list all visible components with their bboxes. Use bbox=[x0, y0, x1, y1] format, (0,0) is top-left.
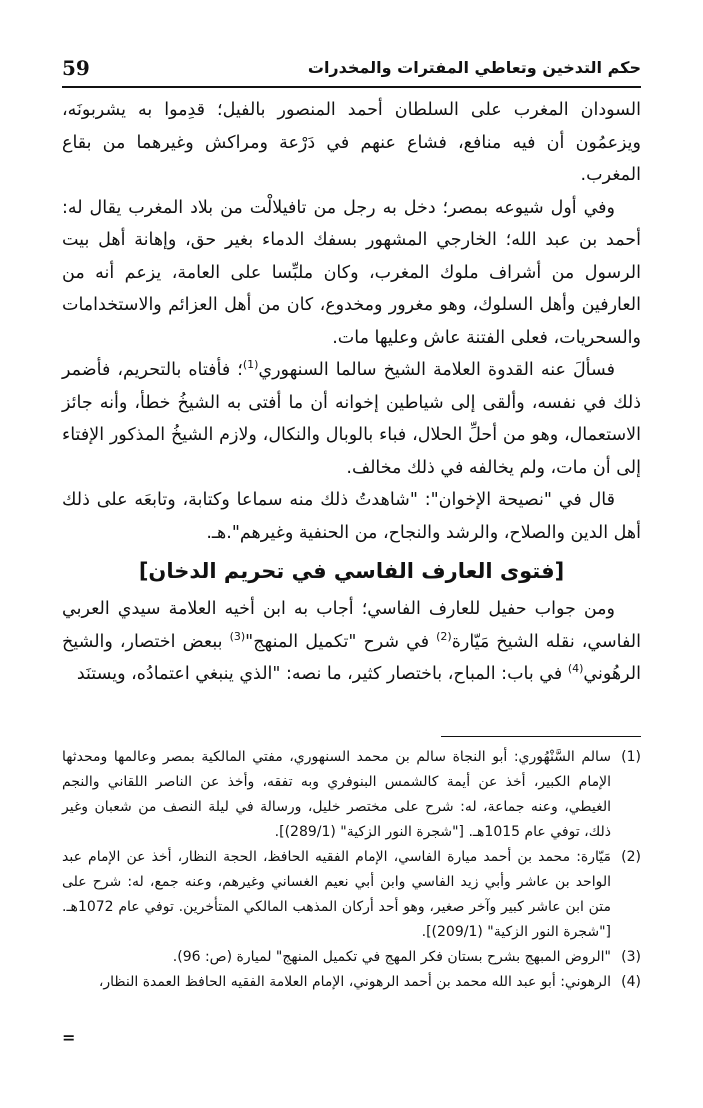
paragraph bbox=[62, 593, 641, 691]
paragraph-text: ومن جواب حفيل للعارف الفاسي؛ أجاب به ابن أخيه العلامة سيدي العربي الفاسي، نقله الشيخ مَيّارة bbox=[62, 599, 642, 652]
paragraph: قال في "نصيحة الإخوان": "شاهدتُ ذلك منه سماعا وكتابة، وتابعَه على ذلك أهل الدين والصلاح، والرشد والنجاح، من الحنفية وغيرهم".هـ. bbox=[62, 490, 641, 543]
footnote-separator bbox=[441, 736, 641, 737]
footnote-reference: (4) bbox=[567, 662, 584, 676]
paragraph-text: في باب: المباح، باختصار كثير، ما نصه: "الذي ينبغي اعتمادُه، ويستنَد bbox=[76, 664, 568, 684]
footnote-text: الرهوني: أبو عبد الله محمد بن أحمد الرهوني، الإمام العلامة الفقيه الحافظ العمدة النظار، bbox=[98, 974, 611, 990]
footnote bbox=[62, 945, 641, 970]
paragraph-text: في شرح "تكميل المنهج" bbox=[245, 631, 437, 652]
paragraph-text: ؛ فأفتاه بالتحريم، فأضمر ذلك في نفسه، وألقى إلى شياطين إخوانه أن ما أفتى به الشيخُ خطأ، وأنه جائز الاستعمال، وهو من أحلِّ الحلال، فباء بالوبال والنكال، ولازم الشيخُ المذكور الإفتاء إلى أن مات، ولم يخالفه في ذلك مخالف. bbox=[62, 360, 641, 478]
footnote-number: (3) bbox=[621, 949, 641, 965]
page-number: 59 bbox=[62, 56, 90, 80]
paragraph bbox=[62, 354, 641, 484]
footnote-reference: (2) bbox=[436, 629, 452, 643]
running-title: حكم التدخين وتعاطي المفترات والمخدرات bbox=[307, 58, 641, 77]
continuation-mark: = bbox=[62, 1028, 76, 1047]
footnote-number: (4) bbox=[621, 974, 641, 990]
footnote-text: "الروض المبهج بشرح بستان فكر المهج في تكميل المنهج" لميارة (ص: 96). bbox=[172, 949, 611, 965]
page-header bbox=[62, 50, 641, 88]
footnote bbox=[62, 845, 641, 945]
main-text bbox=[62, 94, 641, 691]
footnote-reference: (3) bbox=[229, 629, 246, 643]
footnote bbox=[62, 970, 641, 995]
section-heading: [فتوى العارف الفاسي في تحريم الدخان] bbox=[138, 559, 565, 583]
footnote-reference: (1) bbox=[242, 358, 259, 372]
paragraph: السودان المغرب على السلطان أحمد المنصور بالفيل؛ قدِموا به يشربونَه، ويزعمُون أن فيه منافع، فشاع عنهم في دَرْعة ومراكش وغيرهما من بقاع المغرب. bbox=[62, 100, 641, 185]
footnote-number: (2) bbox=[621, 849, 641, 865]
footnotes bbox=[62, 745, 641, 995]
footnote-number: (1) bbox=[621, 749, 641, 765]
paragraph: وفي أول شيوعه بمصر؛ دخل به رجل من تافيلالْت من بلاد المغرب يقال له: أحمد بن عبد الله؛ الخارجي المشهور بسفك الدماء بغير حق، وإهانة أهل بيت الرسول من أشراف ملوك المغرب، وكان ملبِّسا على العامة، يزعم أنه من العارفين وأهل السلوك، وهو مغرور ومخدوع، كان من أهل العزائم والاستخدامات والسحريات، فعلى الفتنة عاش وعليها مات. bbox=[62, 197, 641, 348]
paragraph-text: ببعض اختصار، والشيخ الرهُوني bbox=[62, 631, 641, 684]
paragraph-text: فسألَ عنه القدوة العلامة الشيخ سالما السنهوري bbox=[258, 360, 615, 380]
footnote-text: سالم السَّنْهُوري: أبو النجاة سالم بن محمد السنهوري، مفتي المالكية بمصر وعالمها ومحدثها الإمام الكبير، أخذ عن أيمة كالشمس البنوفري وبه تفقه، وأخذ عن الناصر اللقاني والنجم الغيطي، وعنه جماعة، له: شرح على مختصر خليل، ورسالة في ليلة النصف من شعبان وغير ذلك، توفي عام 1015هـ. ["شجرة النور الزكية" (289/1)]. bbox=[62, 749, 611, 840]
footnote-text: مَيّارة: محمد بن أحمد ميارة الفاسي، الإمام الفقيه الحافظ، الحجة النظار، أخذ عن الإمام عبد الواحد بن عاشر وأبي زيد الفاسي وابن أبي نعيم الغساني وغيرهم، وعنه جمع، له: شرح على متن ابن عاشر كبير وآخر صغير، وهو أحد أركان المذهب المالكي المتأخرين. توفي عام 1072هـ. ["شجرة النور الزكية" (209/1)]. bbox=[62, 849, 611, 940]
footnote bbox=[62, 745, 641, 845]
